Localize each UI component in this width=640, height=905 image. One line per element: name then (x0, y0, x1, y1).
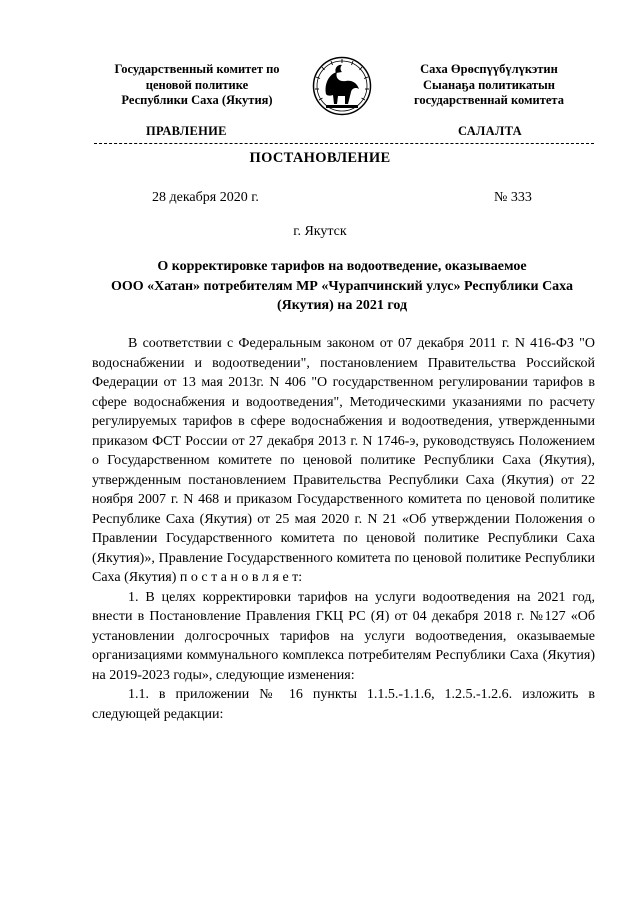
title-line: О корректировке тарифов на водоотведение, оказываемое (157, 259, 527, 274)
committee-name-line: ценовой политике (145, 77, 249, 92)
coat-of-arms-emblem-icon (312, 56, 372, 116)
document-title (92, 257, 592, 316)
committee-name-yakut (384, 62, 594, 109)
title-line: ООО «Хатан» потребителям МР «Чурапчинский улус» Республики Саха (111, 278, 573, 294)
header-divider (94, 143, 594, 144)
committee-name-russian (92, 62, 302, 109)
document-body (92, 334, 595, 724)
clause-1-paragraph: 1. В целях корректировки тарифов на услуги водоотведения на 2021 год, внести в Постановление Правления ГКЦ РС (Я) от 04 декабря 2018 г. №127 «Об установлении долгосрочных тарифов на услуги водоотведения, оказываемые организациями коммунального комплекса потребителям Республики Саха (Якутия) на 2019-2023 годы», следующие изменения: (92, 589, 595, 683)
committee-name-line: Республики Саха (Якутия) (121, 93, 273, 107)
document-type: ПОСТАНОВЛЕНИЕ (249, 150, 391, 166)
clause-1-1-paragraph: 1.1. в приложении № 16 пункты 1.1.5.-1.1.6, 1.2.5.-1.2.6. изложить в следующей редакции: (92, 687, 595, 722)
title-line: (Якутия) на 2021 год (276, 298, 408, 313)
board-label-yakut: САЛАЛТА (458, 124, 522, 138)
board-label-russian: ПРАВЛЕНИЕ (146, 124, 227, 138)
committee-name-line: Государственный комитет по (114, 62, 280, 76)
committee-name-line: Саха Өрөспүүбүлүкэтин (420, 62, 558, 76)
document-number: № 333 (494, 190, 532, 205)
preamble-paragraph: В соответствии с Федеральным законом от 07 декабря 2011 г. N 416-ФЗ "О водоснабжении и водоотведении", постановлением Правительства Российской Федерации от 13 мая 2013г. N 406 "О государственном регулировании тарифов в сфере водоснабжения и водоотведения", Методическими указаниями по расчету регулируемых тарифов в сфере водоснабжения и водоотведения, утвержденными приказом ФСТ России от 27 декабря 2013 г. N 1746-э, руководствуясь Положением о Государственном комитете по ценовой политике Республики Саха (Якутия), утвержденным постановлением Правительства Республики Саха (Якутия) от 22 ноября 2007 г. N 468 и приказом Государственного комитета по ценовой политике Республике Саха (Якутия) от 25 мая 2020 г. N 21 «Об утверждении Положения о Правлении Государственного комитета по ценовой политике Республики Саха (Якутия)», Правление Государственного комитета по ценовой политике Республики Саха (Якутия) п о с т а н о в л я е т: (92, 336, 595, 585)
document-city: г. Якутск (293, 224, 347, 239)
committee-name-line: государственнай комитета (414, 93, 564, 107)
document-date: 28 декабря 2020 г. (152, 190, 259, 205)
committee-name-line: Сыанаҕа политикатын (423, 77, 555, 92)
